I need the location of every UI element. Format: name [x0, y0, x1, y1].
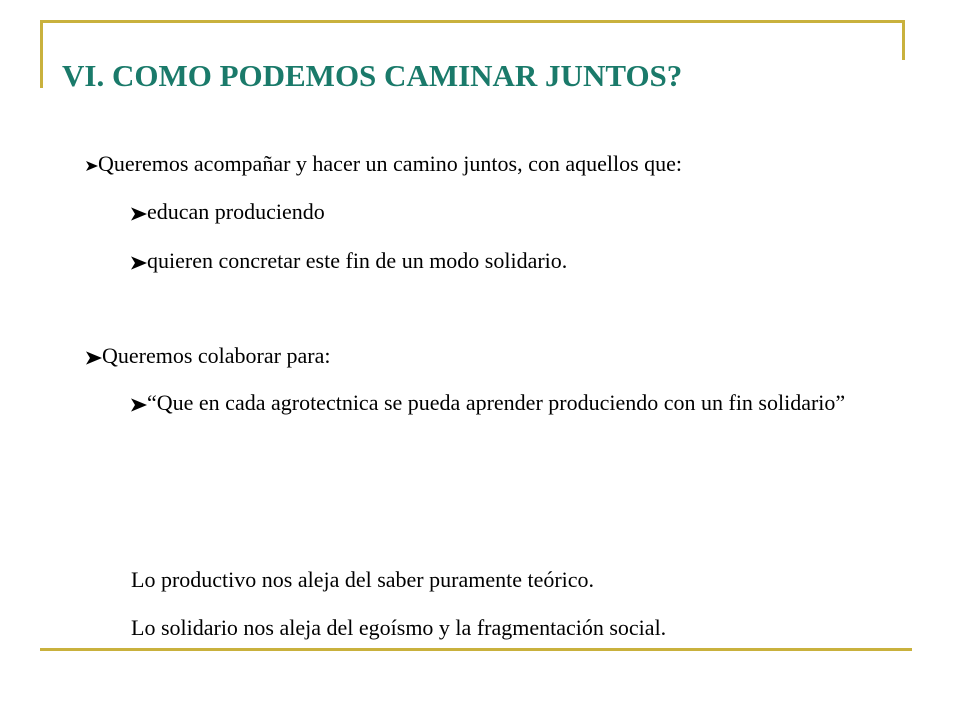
frame-bottom-rule: [40, 648, 912, 651]
closing-line: Lo solidario nos aleja del egoísmo y la fragmentación social.: [131, 615, 667, 640]
frame-left-rule: [40, 20, 43, 88]
arrowhead-bullet-icon: [86, 160, 98, 172]
sub-bullet-item: [131, 386, 871, 420]
arrowhead-bullet-icon: [131, 206, 147, 222]
slide-title: VI. COMO PODEMOS CAMINAR JUNTOS?: [62, 58, 683, 93]
bullet-text: Queremos acompañar y hacer un camino juntos, con aquellos que:: [98, 151, 683, 176]
bullet-text: Queremos colaborar para:: [102, 343, 331, 368]
sub-bullet-item: [131, 198, 325, 226]
sub-bullet-text: educan produciendo: [147, 199, 325, 224]
bullet-item: [86, 342, 330, 370]
frame-right-rule: [902, 20, 905, 60]
sub-bullet-text: quieren concretar este fin de un modo solidario.: [147, 248, 568, 273]
quote-text: “Que en cada agrotectnica se pueda aprender produciendo con un fin solidario”: [147, 390, 846, 415]
closing-line: Lo productivo nos aleja del saber puramente teórico.: [131, 567, 595, 592]
arrowhead-bullet-icon: [86, 350, 102, 366]
frame-top-rule: [40, 20, 904, 23]
arrowhead-bullet-icon: [131, 397, 147, 413]
bullet-item: [86, 150, 682, 178]
arrowhead-bullet-icon: [131, 255, 147, 271]
sub-bullet-item: [131, 247, 567, 275]
